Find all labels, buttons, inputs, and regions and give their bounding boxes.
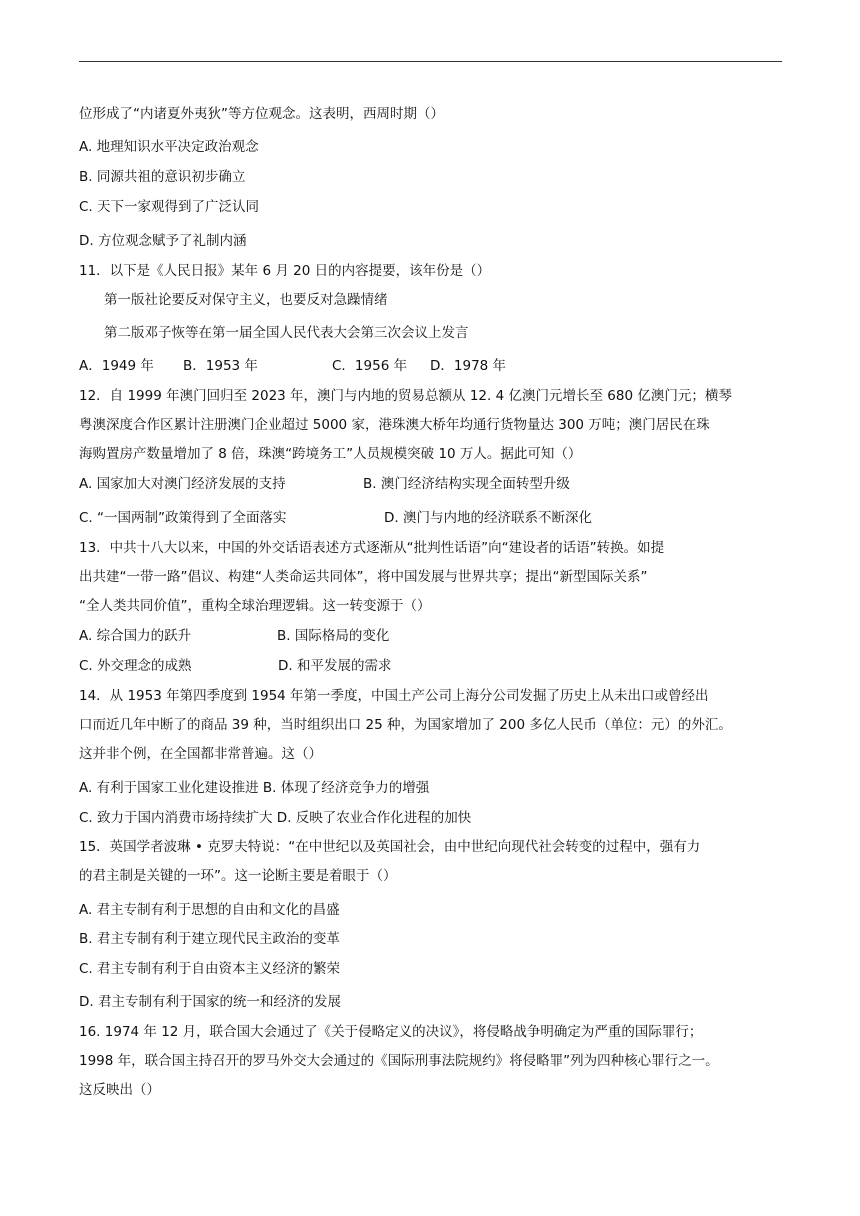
q11-option-d: D．1978 年 [430, 358, 507, 374]
q15-option-a: A. 君主专制有利于思想的自由和文化的昌盛 [79, 902, 340, 918]
q14-options-cd: C. 致力于国内消费市场持续扩大 D. 反映了农业合作化进程的加快 [79, 810, 472, 826]
q14-options-ab: A. 有利于国家工业化建设推进 B. 体现了经济竞争力的增强 [79, 780, 430, 796]
q16-stem-line-2: 1998 年，联合国主持召开的罗马外交大会通过的《国际刑事法院规约》将侵略罪”列为四种核心罪行之一。 [79, 1053, 719, 1069]
q15-option-b: B. 君主专制有利于建立现代民主政治的变革 [79, 931, 340, 947]
q10-stem-tail: 位形成了“内诸夏外夷狄”等方位观念。这表明，西周时期（） [79, 106, 444, 122]
q11-stem: 11．以下是《人民日报》某年 6 月 20 日的内容提要，该年份是（） [79, 263, 491, 279]
q14-stem-line-3: 这并非个例，在全国都非常普遍。这（） [79, 746, 322, 762]
q14-stem-line-1: 14．从 1953 年第四季度到 1954 年第一季度，中国土产公司上海分公司发掘了历史上从未出口或曾经出 [79, 688, 709, 704]
q11-option-c: C．1956 年 [332, 358, 408, 374]
q15-stem-line-2: 的君主制是关键的一环”。这一论断主要是着眼于（） [79, 868, 397, 884]
q11-quote-line-2: 第二版邓子恢等在第一届全国人民代表大会第三次会议上发言 [104, 325, 469, 341]
q12-option-b: B. 澳门经济结构实现全面转型升级 [363, 476, 570, 492]
q12-option-d: D. 澳门与内地的经济联系不断深化 [384, 510, 592, 526]
q13-option-d: D. 和平发展的需求 [278, 658, 392, 674]
q10-option-c: C. 天下一家观得到了广泛认同 [79, 199, 260, 215]
q15-stem-line-1: 15．英国学者波琳 • 克罗夫特说：“在中世纪以及英国社会，由中世纪向现代社会转变的过程中，强有力 [79, 839, 701, 855]
q13-stem-line-2: 出共建“一带一路”倡议、构建“人类命运共同体”，将中国发展与世界共享；提出“新型国际关系” [79, 569, 648, 585]
q15-option-d: D. 君主专制有利于国家的统一和经济的发展 [79, 994, 341, 1010]
q11-option-a: A．1949 年 [79, 358, 154, 374]
q12-option-c: C. “一国两制”政策得到了全面落实 [79, 510, 287, 526]
q10-option-a: A. 地理知识水平决定政治观念 [79, 139, 259, 155]
q10-option-d: D. 方位观念赋予了礼制内涵 [79, 233, 247, 249]
q14-stem-line-2: 口而近几年中断了的商品 39 种，当时组织出口 25 种，为国家增加了 200 多亿人民币（单位：元）的外汇。 [79, 717, 732, 733]
q13-stem-line-3: “全人类共同价值”，重构全球治理逻辑。这一转变源于（） [79, 598, 431, 614]
q13-stem-line-1: 13．中共十八大以来，中国的外交话语表述方式逐渐从“批判性话语”向“建设者的话语”转换。如提 [79, 540, 665, 556]
q12-stem-line-2: 粤澳深度合作区累计注册澳门企业超过 5000 家，港珠澳大桥年均通行货物量达 300 万吨；澳门居民在珠 [79, 417, 710, 433]
q13-option-b: B. 国际格局的变化 [277, 628, 390, 644]
q11-option-b: B．1953 年 [183, 358, 258, 374]
q15-option-c: C. 君主专制有利于自由资本主义经济的繁荣 [79, 961, 341, 977]
q10-option-b: B. 同源共祖的意识初步确立 [79, 169, 246, 185]
q16-stem-line-1: 16. 1974 年 12 月，联合国大会通过了《关于侵略定义的决议》，将侵略战争明确定为严重的国际罪行； [79, 1024, 703, 1040]
q16-stem-line-3: 这反映出（） [79, 1082, 160, 1098]
q12-option-a: A. 国家加大对澳门经济发展的支持 [79, 476, 286, 492]
q13-option-c: C. 外交理念的成熟 [79, 658, 192, 674]
q12-stem-line-3: 海购置房产数量增加了 8 倍，珠澳“跨境务工”人员规模突破 10 万人。据此可知（） [79, 446, 582, 462]
q12-stem-line-1: 12．自 1999 年澳门回归至 2023 年，澳门与内地的贸易总额从 12. 4 亿澳门元增长至 680 亿澳门元；横琴 [79, 388, 732, 404]
q13-option-a: A. 综合国力的跃升 [79, 628, 192, 644]
header-rule [79, 61, 782, 62]
q11-quote-line-1: 第一版社论要反对保守主义，也要反对急躁情绪 [104, 292, 388, 308]
